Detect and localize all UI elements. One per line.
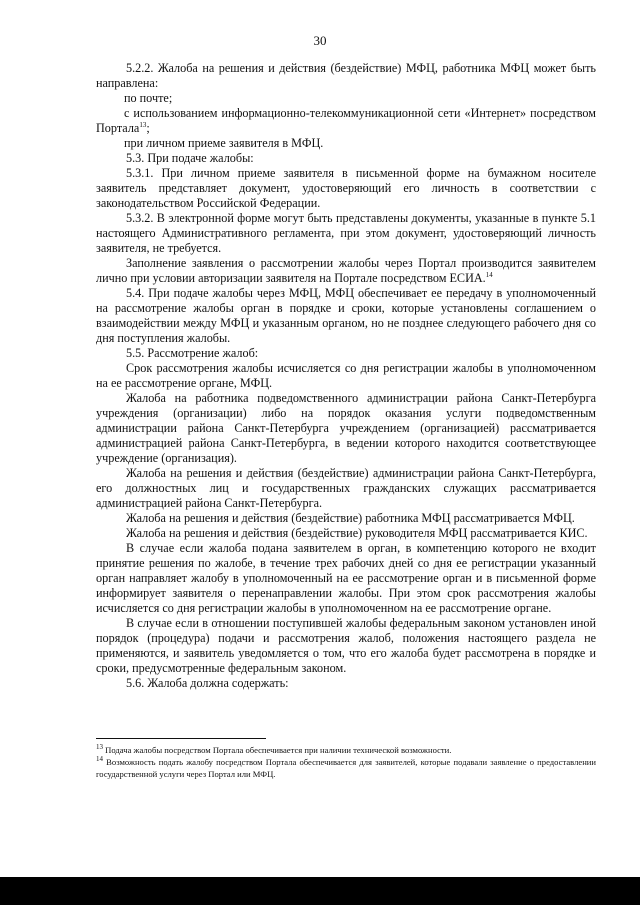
page-number: 30: [313, 33, 327, 48]
footnote-13: [96, 744, 596, 756]
footnote-separator: [96, 738, 266, 739]
portal-filing-text: Заполнение заявления о рассмотрении жалобы через Портал производится заявителем лично при условии авторизации заявителя на Портале посредством ЕСИА.: [96, 256, 596, 285]
paragraph-portal-filing: [96, 256, 596, 286]
paragraph-review-term: Срок рассмотрения жалобы исчисляется со дня регистрации жалобы в уполномоченном на ее рассмотрение органе, МФЦ.: [96, 361, 596, 390]
footnote-14-text: Возможность подать жалобу посредством Портала обеспечивается для заявителей, которые подавали заявление о предоставлении государственной услуги через Портал или МФЦ.: [96, 757, 596, 779]
paragraph-5-3-2: 5.3.2. В электронной форме могут быть представлены документы, указанные в пункте 5.1 настоящего Административного регламента, при этом документ, удостоверяющий личность заявителя, не требуется.: [96, 211, 596, 255]
paragraph-by-mail: по почте;: [124, 91, 173, 105]
footnote-14: [96, 756, 596, 780]
paragraph-mfc-worker-complaint: Жалоба на решения и действия (бездействие) работника МФЦ рассматривается МФЦ.: [126, 511, 575, 525]
footnotes: [96, 744, 596, 780]
footnote-ref-14: 14: [485, 270, 493, 279]
paragraph-federal-law: В случае если в отношении поступившей жалобы федеральным законом установлен иной порядок (процедура) подачи и рассмотрения жалоб, положения настоящего раздела не применяются, и заявитель уведомляется о том, что его жалоба будет рассмотрена в порядке и сроки, предусмотренные федеральным законом.: [96, 616, 596, 675]
footnote-14-mark: 14: [96, 755, 103, 764]
footnote-ref-13: 13: [139, 120, 147, 129]
paragraph-institution-complaint: Жалоба на работника подведомственного администрации района Санкт-Петербурга учреждения (организации) либо на порядок оказания услуги подведомственным администрации района Санкт-Петербурга учреждением (организацией) рассматривается администрацией района Санкт-Петербурга, в ведении которого находится соответствующее учреждение (организация).: [96, 391, 596, 465]
paragraph-mfc-head-complaint: Жалоба на решения и действия (бездействие) руководителя МФЦ рассматривается КИС.: [126, 526, 588, 540]
paragraph-5-4: 5.4. При подаче жалобы через МФЦ, МФЦ обеспечивает ее передачу в уполномоченный на рассмотрение жалобы орган в порядке и сроки, которые установлены соглашением о взаимодействии между МФЦ и указанным органом, но не позднее следующего рабочего дня со дня поступления жалобы.: [96, 286, 596, 345]
paragraph-in-person: при личном приеме заявителя в МФЦ.: [124, 136, 324, 150]
paragraph-5-6: 5.6. Жалоба должна содержать:: [126, 676, 289, 690]
footnote-13-mark: 13: [96, 743, 103, 752]
footnote-13-text: Подача жалобы посредством Портала обеспечивается при наличии технической возможности.: [103, 745, 452, 755]
paragraph-5-5: 5.5. Рассмотрение жалоб:: [126, 346, 259, 360]
paragraph-administration-complaint: Жалоба на решения и действия (бездействие) администрации района Санкт-Петербурга, его должностных лиц и государственных гражданских служащих рассматривается администрацией района Санкт-Петербурга.: [96, 466, 596, 510]
paragraph-via-portal: [96, 106, 596, 136]
document-body: [96, 61, 596, 691]
via-portal-punct: ;: [146, 121, 150, 135]
via-portal-text: с использованием информационно-телекоммуникационной сети «Интернет» посредством Портала: [96, 106, 596, 135]
paragraph-5-3: 5.3. При подаче жалобы:: [126, 151, 254, 165]
scan-bottom-edge: [0, 877, 640, 905]
paragraph-5-3-1: 5.3.1. При личном приеме заявителя в письменной форме на бумажном носителе заявитель представляет документ, удостоверяющий его личность в соответствии с законодательством Российской Федерации.: [96, 166, 596, 210]
paragraph-redirect: В случае если жалоба подана заявителем в орган, в компетенцию которого не входит принятие решения по жалобе, в течение трех рабочих дней со дня ее регистрации указанный орган направляет жалобу в уполномоченный на ее рассмотрение орган и в письменной форме информирует заявителя о перенаправлении жалобы. При этом срок рассмотрения жалобы исчисляется со дня регистрации жалобы в уполномоченном на ее рассмотрение органе.: [96, 541, 596, 615]
paragraph-5-2-2: 5.2.2. Жалоба на решения и действия (бездействие) МФЦ, работника МФЦ может быть направлена:: [96, 61, 596, 90]
